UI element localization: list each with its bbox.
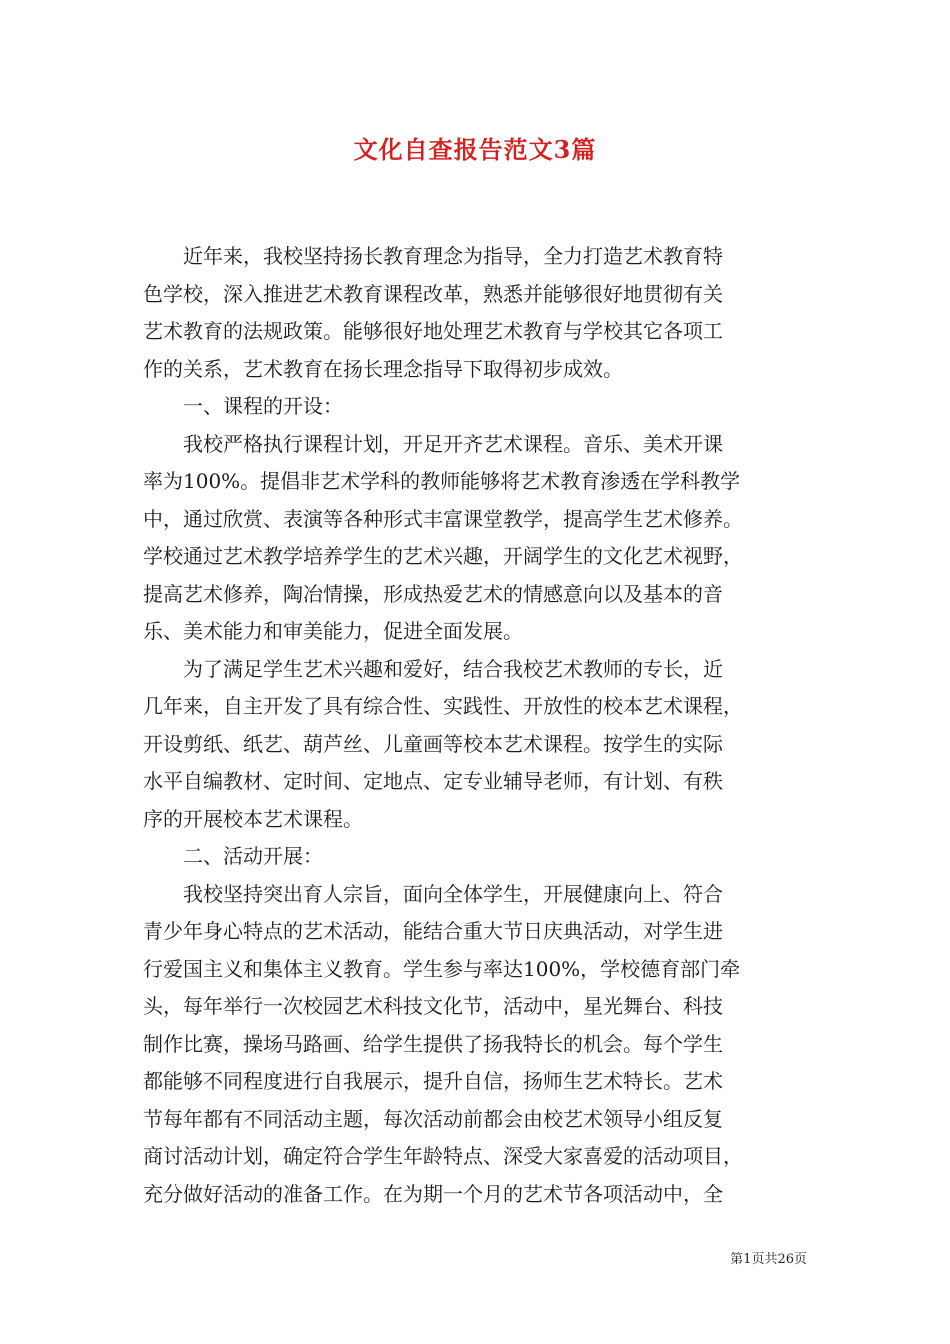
paragraph-line: 充分做好活动的准备工作。在为期一个月的艺术节各项活动中，全 — [143, 1181, 723, 1206]
paragraph-line: 提高艺术修养，陶冶情操，形成热爱艺术的情感意向以及基本的音 — [143, 581, 723, 606]
paragraph-line: 学校通过艺术教学培养学生的艺术兴趣，开阔学生的文化艺术视野， — [143, 544, 743, 568]
paragraph-line: 我校坚持突出育人宗旨，面向全体学生，开展健康向上、符合 — [183, 881, 723, 906]
paragraph-line: 都能够不同程度进行自我展示，提升自信，扬师生艺术特长。艺术 — [143, 1069, 723, 1093]
section-heading: 一、课程的开设： — [183, 394, 343, 418]
paragraph-line: 头，每年举行一次校园艺术科技文化节，活动中，星光舞台、科技 — [143, 994, 723, 1018]
paragraph-line: 几年来，自主开发了具有综合性、实践性、开放性的校本艺术课程， — [143, 694, 743, 718]
paragraph-line: 色学校，深入推进艺术教育课程改革，熟悉并能够很好地贯彻有关 — [143, 281, 723, 306]
paragraph-line: 近年来，我校坚持扬长教育理念为指导，全力打造艺术教育特 — [183, 244, 723, 268]
paragraph-line: 序的开展校本艺术课程。 — [143, 806, 363, 831]
document-body — [143, 238, 808, 1213]
paragraph-line: 作的关系，艺术教育在扬长理念指导下取得初步成效。 — [143, 356, 623, 381]
paragraph-line: 青少年身心特点的艺术活动，能结合重大节日庆典活动，对学生进 — [143, 919, 723, 943]
paragraph-line: 水平自编教材、定时间、定地点、定专业辅导老师，有计划、有秩 — [143, 769, 723, 793]
paragraph-line: 为了满足学生艺术兴趣和爱好，结合我校艺术教师的专长，近 — [183, 656, 723, 681]
paragraph-line: 商讨活动计划，确定符合学生年龄特点、深受大家喜爱的活动项目， — [143, 1144, 743, 1168]
paragraph-line: 率为100%。提倡非艺术学科的教师能够将艺术教育渗透在学科教学 — [143, 469, 741, 493]
document-title: 文化自查报告范文3篇 — [353, 135, 597, 164]
paragraph-line: 制作比赛，操场马路画、给学生提供了扬我特长的机会。每个学生 — [143, 1031, 723, 1056]
page-number: 第1页共26页 — [730, 1252, 807, 1267]
paragraph-line: 节每年都有不同活动主题，每次活动前都会由校艺术领导小组反复 — [143, 1106, 723, 1131]
paragraph-line: 开设剪纸、纸艺、葫芦丝、儿童画等校本艺术课程。按学生的实际 — [143, 731, 723, 756]
paragraph-line: 乐、美术能力和审美能力，促进全面发展。 — [143, 619, 523, 643]
paragraph-line: 中，通过欣赏、表演等各种形式丰富课堂教学，提高学生艺术修养。 — [143, 506, 743, 531]
section-heading: 二、活动开展： — [183, 844, 323, 868]
paragraph-line: 我校严格执行课程计划，开足开齐艺术课程。音乐、美术开课 — [183, 431, 723, 456]
paragraph-line: 艺术教育的法规政策。能够很好地处理艺术教育与学校其它各项工 — [143, 319, 723, 343]
paragraph-line: 行爱国主义和集体主义教育。学生参与率达100%，学校德育部门牵 — [143, 956, 741, 981]
